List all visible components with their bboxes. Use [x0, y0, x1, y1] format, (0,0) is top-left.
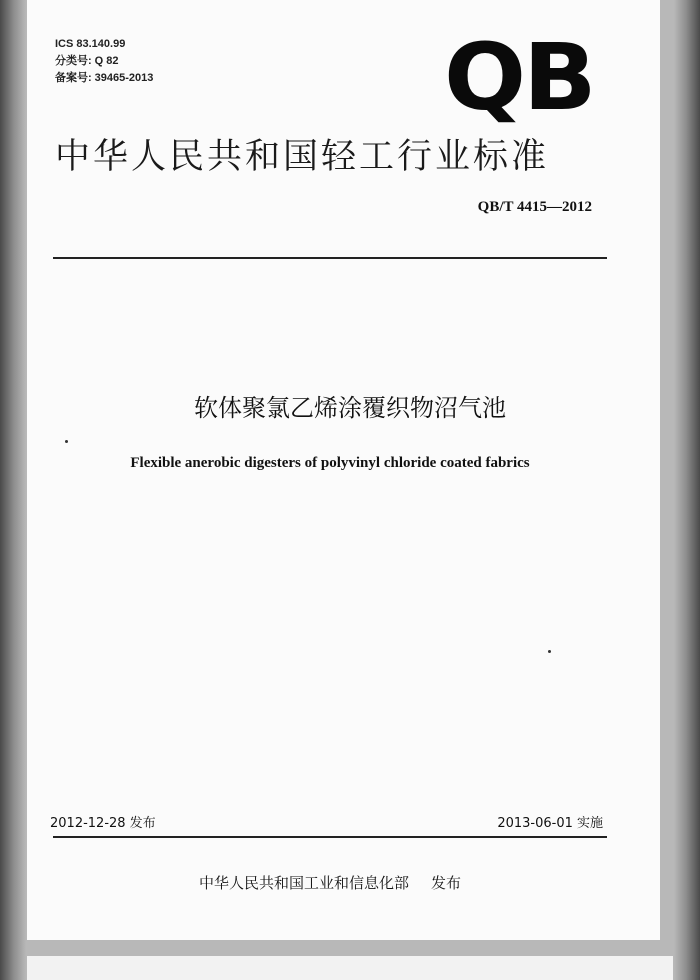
classification-number [55, 55, 119, 68]
classification-label: 分类号: [55, 55, 92, 67]
record-number [55, 72, 153, 85]
issue-date: 2012-12-28 发布 [50, 816, 156, 831]
standard-number: QB/T 4415—2012 [477, 199, 592, 215]
footer-divider [53, 836, 607, 838]
document-title-cn: 软体聚氯乙烯涂覆织物沼气池 [194, 394, 506, 422]
header-divider [53, 257, 607, 259]
scan-speck [548, 650, 551, 653]
record-label: 备案号: [55, 72, 92, 84]
ics-code: ICS 83.140.99 [55, 38, 126, 50]
standard-category-title: 中华人民共和国轻工行业标准 [55, 137, 550, 177]
next-page-edge [27, 956, 673, 980]
issuer-action: 发布 [431, 874, 462, 892]
scan-speck [65, 440, 68, 443]
issuer-line [0, 872, 660, 893]
classification-value: Q 82 [94, 55, 119, 67]
qb-logo: QB [444, 24, 594, 131]
effective-date: 2013-06-01 实施 [497, 816, 603, 831]
issuer-name: 中华人民共和国工业和信息化部 [198, 874, 409, 892]
record-value: 39465-2013 [94, 72, 154, 84]
document-title-en: Flexible anerobic digesters of polyvinyl chloride coated fabrics [130, 455, 530, 471]
